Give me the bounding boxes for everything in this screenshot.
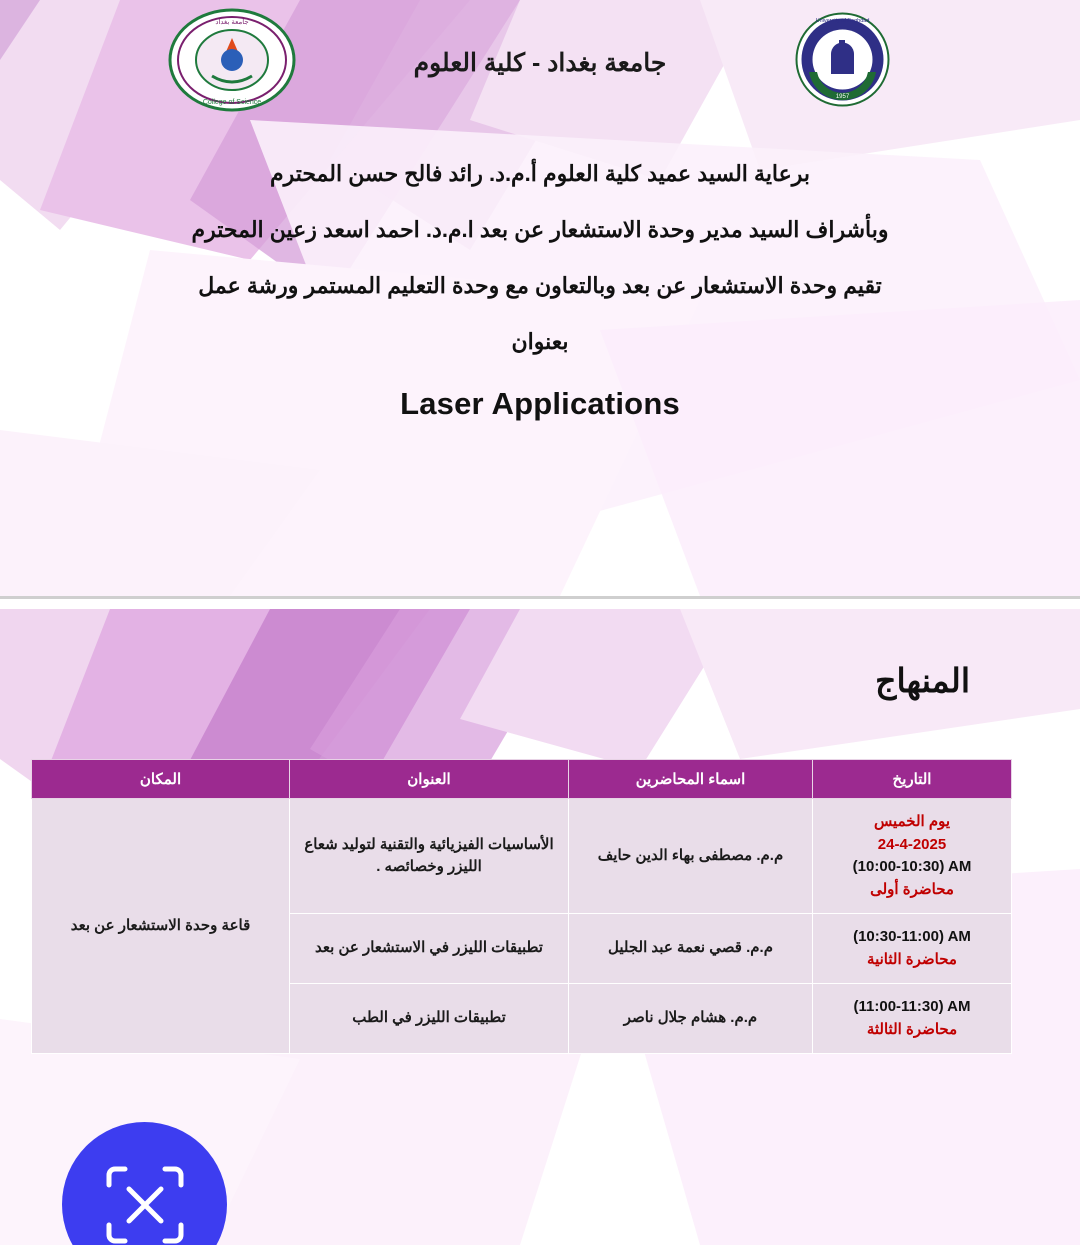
cell-title-1: الأساسيات الفيزيائية والتقنية لتوليد شعاع الليزر وخصائصه . [290, 799, 569, 914]
cell-title-2: تطبيقات الليزر في الاستشعار عن بعد [290, 914, 569, 984]
body-line-4: بعنوان [511, 329, 569, 354]
flyer-page-1 [0, 0, 1080, 599]
date-lecture-3: محاضرة الثالثة [866, 1020, 958, 1038]
date-day-1: يوم الخميس [873, 813, 951, 830]
flyer-header [0, 0, 1080, 120]
university-title: جامعة بغداد - كلية العلوم [413, 49, 667, 77]
date-lecture-1: محاضرة أولى [870, 880, 954, 898]
header-title: العنوان [290, 760, 569, 799]
table-header-row [32, 760, 1012, 799]
scan-x-icon [99, 1159, 191, 1245]
section-title-menhaj: المنهاج [875, 662, 970, 699]
cell-date-1 [813, 799, 1012, 914]
date-time-3: (11:00-11:30) AM [853, 998, 971, 1015]
header-date: التاريخ [813, 760, 1012, 799]
header-lecturers: اسماء المحاضرين [569, 760, 813, 799]
date-num-1: 24-4-2025 [877, 835, 947, 853]
cell-date-3 [813, 984, 1012, 1054]
svg-text:جامعة بغداد: جامعة بغداد [215, 19, 249, 26]
header-place: المكان [32, 760, 290, 799]
body-line-3: تقيم وحدة الاستشعار عن بعد وبالتعاون مع وحدة التعليم المستمر ورشة عمل [198, 273, 882, 298]
cell-lecturer-1: م.م. مصطفى بهاء الدين حايف [569, 799, 813, 914]
body-line-1: برعاية السيد عميد كلية العلوم أ.م.د. رائد فالح حسن المحترم [269, 161, 811, 186]
body-line-2: وبأشراف السيد مدير وحدة الاستشعار عن بعد ا.م.د. احمد اسعد زعين المحترم [191, 217, 889, 242]
svg-text:1957: 1957 [835, 94, 850, 100]
svg-text:College of Science: College of Science [202, 99, 262, 106]
cell-lecturer-3: م.م. هشام جلال ناصر [569, 984, 813, 1054]
cell-lecturer-2: م.م. قصي نعمة عبد الجليل [569, 914, 813, 984]
date-time-1: (10:00-10:30) AM [852, 858, 972, 875]
cell-date-2 [813, 914, 1012, 984]
schedule-table [31, 759, 1012, 1054]
date-lecture-2: محاضرة الثانية [867, 950, 957, 968]
schedule-body [32, 799, 1012, 1054]
svg-text:University of Baghdad: University of Baghdad [815, 18, 870, 24]
workshop-title-english: Laser Applications [400, 386, 680, 421]
schedule-head [32, 760, 1012, 799]
flyer-body [0, 146, 1080, 422]
cell-title-3: تطبيقات الليزر في الطب [290, 984, 569, 1054]
cell-place: قاعة وحدة الاستشعار عن بعد [32, 799, 290, 1054]
table-row [32, 799, 1012, 914]
date-time-2: (10:30-11:00) AM [853, 928, 971, 945]
flyer-page-2 [0, 599, 1080, 1245]
